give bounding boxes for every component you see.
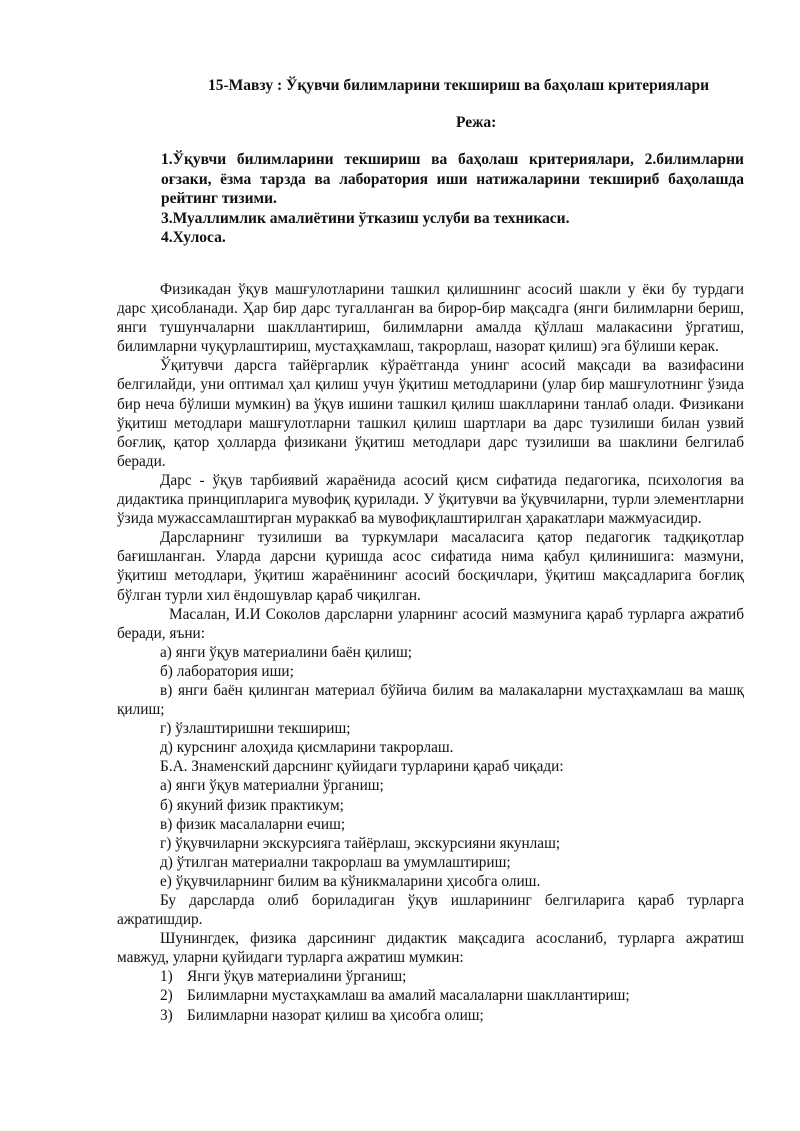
plan-list	[161, 150, 744, 248]
paragraph: Дарсларнинг тузилиши ва туркумлари масаласига қатор педагогик тадқиқотлар бағишланган. Уларда дарсни қуришда асос сифатида нима қабул қилинишига: мазмуни, ўқитиш методлари, ўқитиш жараёнининг асосий босқичлари, ўқитиш мақсадларига боғлиқ бўлган турли хил ёндошувлар қараб чиқилган.	[117, 529, 744, 604]
list-item: г) ўзлаштиришни текшириш;	[160, 720, 351, 738]
list-item: в) янги баён қилинган материал бўйича билим ва малакаларни мустаҳкамлаш ва машқ қилиш;	[117, 681, 744, 719]
list-item: б) якуний физик практикум;	[160, 796, 344, 814]
item-number: 1)	[160, 968, 173, 986]
plan-item: 1.Ўқувчи билимларини текшириш ва баҳолаш критериялари, 2.билимларни оғзаки, ёзма тарзда ва лаборатория иши натижаларини текшириб баҳолашда рейтинг тизими.	[161, 151, 744, 207]
item-text: Билимларни назорат қилиш ва ҳисобга олиш;	[187, 1006, 484, 1024]
list-item: а) янги ўқув материални ўрганиш;	[160, 777, 384, 795]
list-item: е) ўқувчиларнинг билим ва кўникмаларини ҳисобга олиш.	[160, 872, 541, 890]
paragraph: Бу дарсларда олиб бориладиган ўқув ишларининг белгиларига қараб турларга ажратишдир.	[117, 892, 744, 929]
numbered-item	[117, 967, 744, 986]
item-number: 2)	[160, 987, 173, 1005]
plan-item: 4.Хулоса.	[161, 229, 226, 246]
paragraph: Ўқитувчи дарсга тайёргарлик кўраётганда унинг асосий мақсади ва вазифасини белгилайди, уни оптимал ҳал қилиш учун ўқитиш методларини (улар бир машғулотнинг ўзида бир неча бўлиши мумкин) ва ўқув ишини ташкил қилиш шаклларини танлаб олади. Физикани ўқитиш методлари машғулотларни ташкил қилиш шартлари ва дарс тузилиши билан узвий боғлиқ, қатор ҳолларда физикани ўқитиш методлари дарс тузилиши ва шаклини белгилаб беради.	[117, 357, 744, 470]
list-item: д) курснинг алоҳида қисмларини такрорлаш.	[160, 739, 454, 757]
item-text: Билимларни мустаҳкамлаш ва амалий масалаларни шакллантириш;	[187, 987, 630, 1005]
document-body	[117, 280, 744, 1025]
list-item: д) ўтилган материални такрорлаш ва умумлаштириш;	[160, 853, 511, 871]
paragraph: Дарс - ўқув тарбиявий жараёнида асосий қисм сифатида педагогика, психология ва дидактика принципларига мувофиқ қурилади. У ўқитувчи ва ўқувчиларни, турли элементларни ўзида мужассамлаштирган мураккаб ва мувофиқлаштирилган ҳаракатлари мажмуасидир.	[117, 471, 744, 528]
plan-item: 3.Муаллимлик амалиётини ўтказиш услуби ва техникаси.	[161, 209, 570, 227]
document-title: 15-Мавзу : Ўқувчи билимларини текшириш ва баҳолаш критериялари	[208, 77, 710, 94]
list-intro: Б.А. Знаменский дарснинг қуйидаги турларини қараб чиқади:	[160, 758, 564, 776]
list-item: г) ўқувчиларни экскурсияга тайёрлаш, экскурсияни якунлаш;	[160, 834, 561, 852]
list-item: в) физик масалаларни ечиш;	[160, 815, 346, 833]
plan-heading: Режа:	[456, 114, 497, 131]
item-text: Янги ўқув материалини ўрганиш;	[187, 968, 407, 986]
item-number: 3)	[160, 1006, 173, 1024]
numbered-item	[117, 986, 744, 1005]
list-item: а) янги ўқув материалини баён қилиш;	[160, 643, 413, 661]
paragraph: Физикадан ўқув машғулотларини ташкил қилишнинг асосий шакли у ёки бу турдаги дарс ҳисобланади. Ҳар бир дарс тугалланган ва бирор-бир мақсадга (янги билимларни бериш, янги тушунчаларни шакллантириш, билимларни амалда қўллаш малакасини ўргатиш, билимларни чуқурлаштириш, мустаҳкамлаш, такрорлаш, назорат қилиш) эга бўлиши керак.	[117, 281, 744, 356]
paragraph: Масалан, И.И Соколов дарсларни уларнинг асосий мазмунига қараб турларга ажратиб беради, яъни:	[117, 605, 744, 642]
paragraph: Шунингдек, физика дарсининг дидактик мақсадига асосланиб, турларга ажратиш мавжуд, уларни қуйидаги турларга ажратиш мумкин:	[117, 930, 744, 967]
list-item: б) лаборатория иши;	[160, 662, 294, 680]
numbered-item	[117, 1006, 744, 1025]
